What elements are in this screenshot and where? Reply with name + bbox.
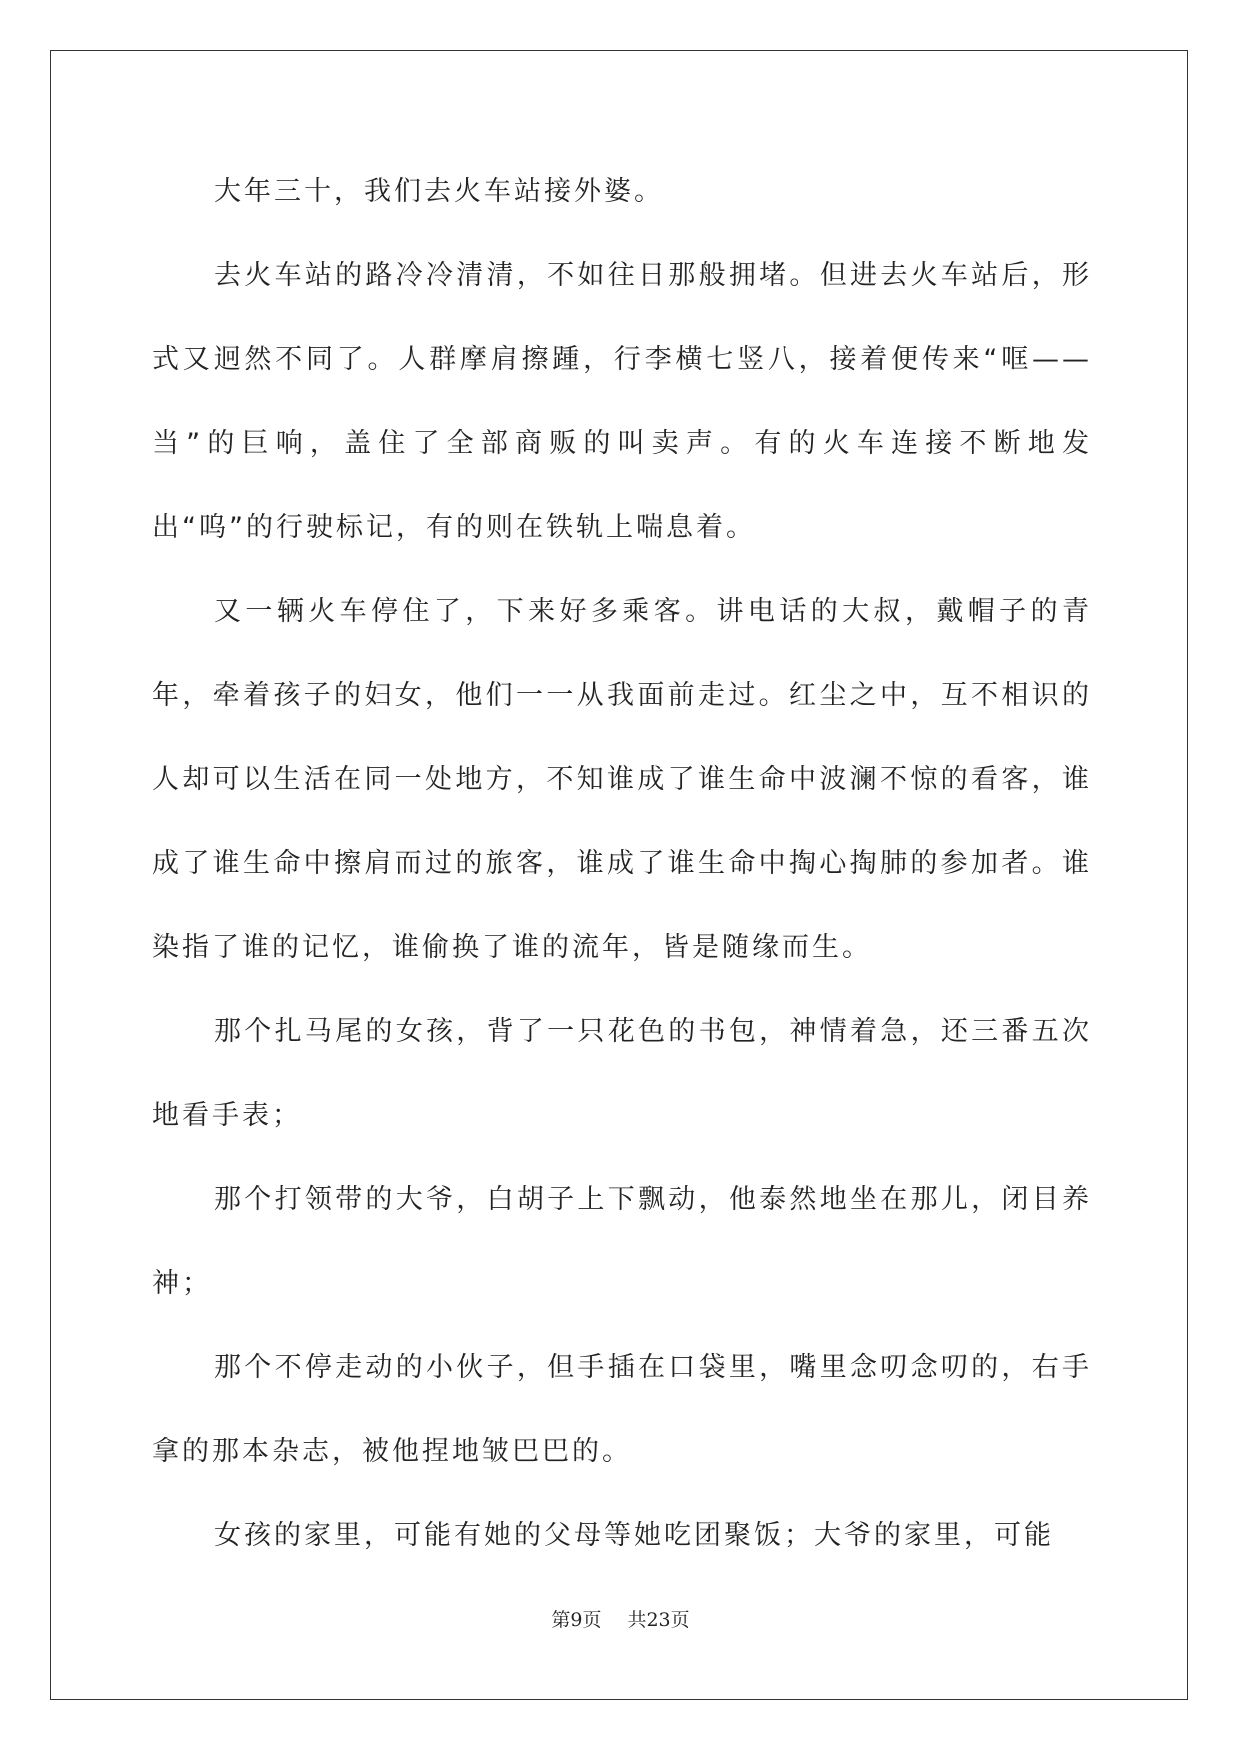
paragraph: 那个打领带的大爷，白胡子上下飘动，他泰然地坐在那儿，闭目养神； [152, 1184, 1092, 1299]
paragraph: 女孩的家里，可能有她的父母等她吃团聚饭；大爷的家里，可能 [214, 1520, 1054, 1551]
paragraph: 又一辆火车停住了，下来好多乘客。讲电话的大叔，戴帽子的青年，牵着孩子的妇女，他们一一从我面前走过。红尘之中，互不相识的人却可以生活在同一处地方，不知谁成了谁生命中波澜不惊的看客，谁成了谁生命中擦肩而过的旅客，谁成了谁生命中掏心掏肺的参加者。谁染指了谁的记忆，谁偷换了谁的流年，皆是随缘而生。 [152, 596, 1092, 963]
paragraph: 那个扎马尾的女孩，背了一只花色的书包，神情着急，还三番五次地看手表； [152, 1016, 1092, 1131]
page-footer [0, 1605, 1241, 1632]
page-total: 共23页 [627, 1609, 690, 1631]
paragraph: 去火车站的路冷冷清清，不如往日那般拥堵。但进去火车站后，形式又迥然不同了。人群摩肩擦踵，行李横七竖八，接着便传来“哐——当”的巨响，盖住了全部商贩的叫卖声。有的火车连接不断地发出“呜”的行驶标记，有的则在铁轨上喘息着。 [152, 260, 1092, 543]
document-body [152, 150, 1092, 1578]
page-number: 第9页 [551, 1609, 602, 1631]
paragraph: 大年三十，我们去火车站接外婆。 [214, 176, 664, 207]
paragraph: 那个不停走动的小伙子，但手插在口袋里，嘴里念叨念叨的，右手拿的那本杂志，被他捏地皱巴巴的。 [152, 1352, 1092, 1467]
